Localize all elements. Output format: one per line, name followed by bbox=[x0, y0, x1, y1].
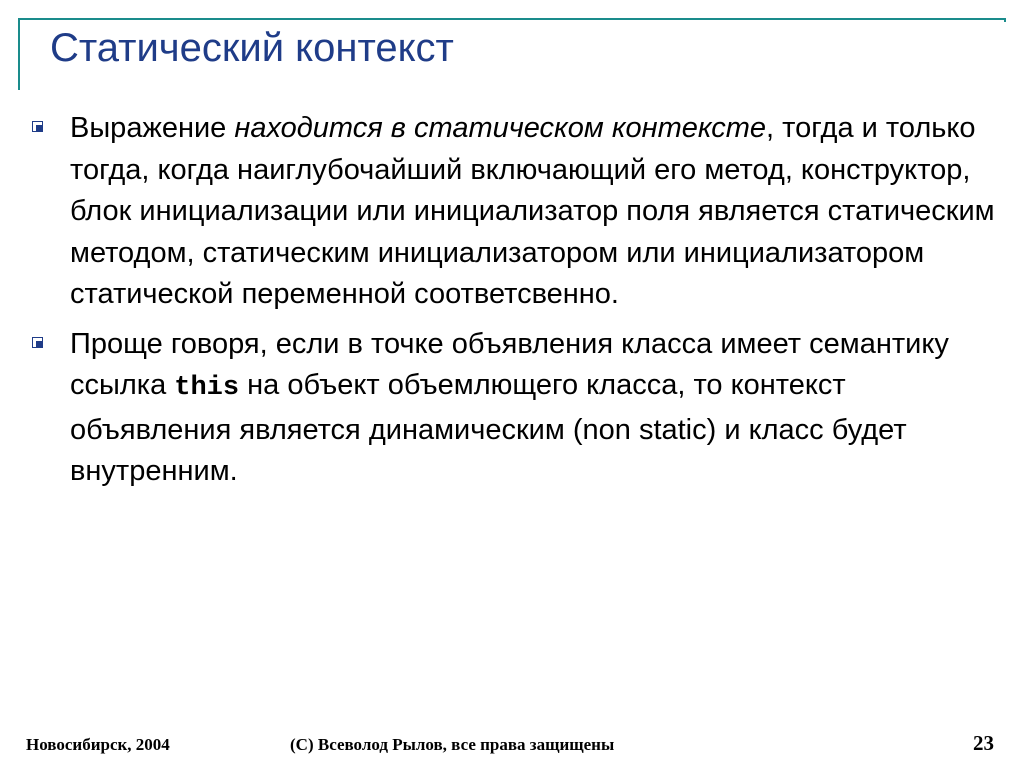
page-number: 23 bbox=[973, 731, 994, 755]
bullet-1-text-end: , тогда и только тогда, когда наиглубочайший включающий его метод, конструктор, блок инициализации или инициализатор поля является статическим методом, статическим инициализатором или инициализатором статической переменной соответсвенно. bbox=[70, 112, 995, 310]
bullet-1-text-start: Выражение bbox=[70, 112, 235, 144]
title-top-rule bbox=[18, 18, 1006, 20]
footer-copyright: (C) Всеволод Рылов, все права защищены bbox=[290, 735, 615, 754]
slide-content bbox=[32, 108, 997, 501]
footer-city-year: Новосибирск, 2004 bbox=[26, 735, 170, 754]
bullet-item-1 bbox=[32, 108, 997, 316]
bullet-1-emphasis: находится в статическом контексте bbox=[234, 112, 767, 144]
square-bullet-icon bbox=[32, 337, 43, 348]
slide-title: Статический контекст bbox=[50, 26, 454, 70]
bullet-2-code: this bbox=[174, 373, 240, 403]
square-bullet-icon bbox=[32, 121, 43, 132]
bullet-2-text-end: на объект объемлющего класса, то контекст объявления является динамическим (non static) и класс будет внутренним. bbox=[70, 369, 907, 487]
bullet-2-text-start: Проще говоря, если в точке объявления класса имеет семантику ссылка bbox=[70, 327, 949, 401]
title-right-rule bbox=[1004, 18, 1006, 22]
title-left-rule bbox=[18, 18, 20, 90]
bullet-item-2 bbox=[32, 324, 997, 493]
